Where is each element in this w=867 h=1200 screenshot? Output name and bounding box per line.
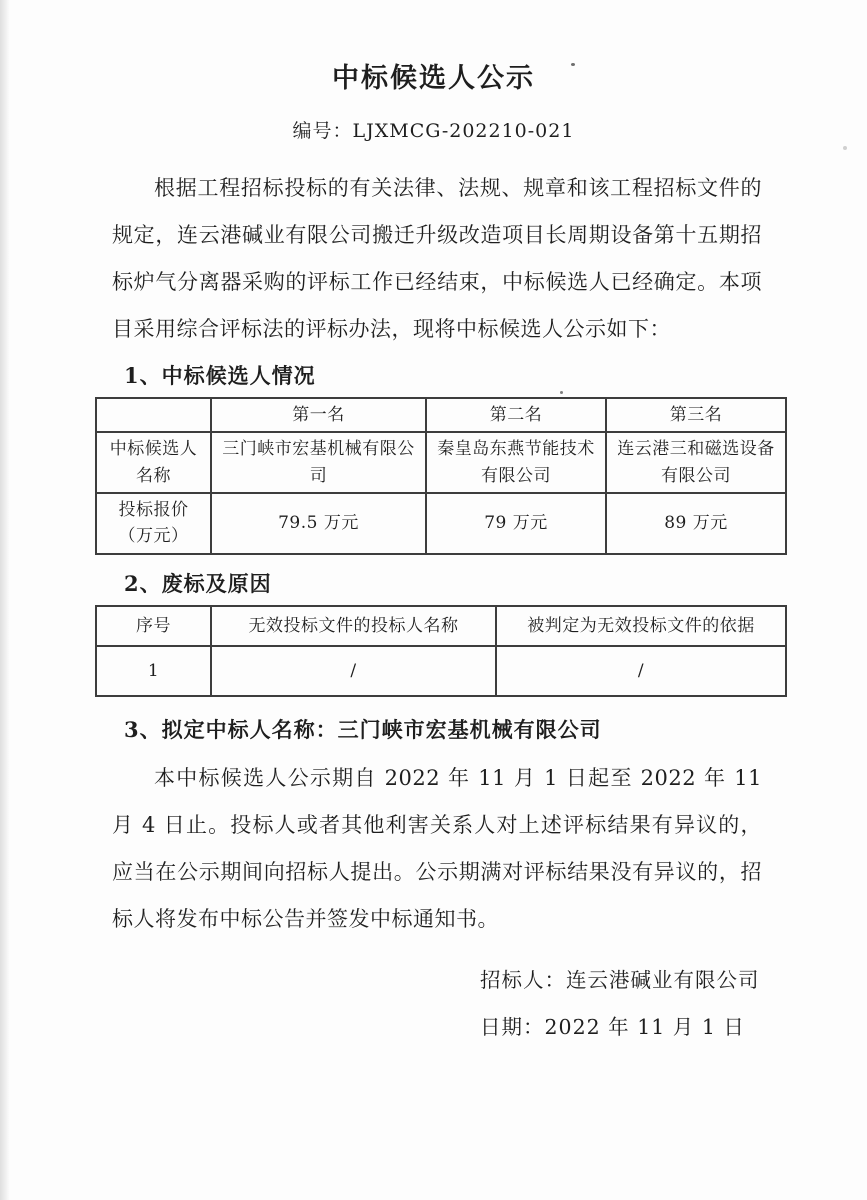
rank-2-header: 第二名	[426, 398, 606, 432]
section-3-heading: 3、拟定中标人名称：三门峡市宏基机械有限公司	[124, 716, 602, 742]
signature-block	[480, 957, 867, 1051]
candidate-name-label: 中标候选人名称	[96, 432, 211, 493]
scan-speck	[843, 146, 847, 150]
date-line: 日期：2022 年 11 月 1 日	[480, 1014, 745, 1039]
candidate-2-price: 79 万元	[426, 493, 606, 554]
candidate-1-name: 三门峡市宏基机械有限公司	[211, 432, 426, 493]
seq-header: 序号	[96, 606, 211, 646]
candidate-3-price: 89 万元	[606, 493, 786, 554]
corner-empty-cell	[96, 398, 211, 432]
candidate-2-name: 秦皇岛东燕节能技术有限公司	[426, 432, 606, 493]
section-1-heading: 1、中标候选人情况	[124, 363, 316, 388]
invalid-bidder-value: /	[211, 646, 496, 696]
candidate-3-name: 连云港三和磁选设备有限公司	[606, 432, 786, 493]
bid-price-label: 投标报价（万元）	[96, 493, 211, 554]
scan-edge-shadow	[0, 0, 10, 1200]
rank-3-header: 第三名	[606, 398, 786, 432]
tenderer-line: 招标人：连云港碱业有限公司	[480, 967, 760, 992]
candidates-table	[95, 397, 787, 555]
document-number: 编号：LJXMCG-202210-021	[292, 120, 575, 142]
invalid-basis-value: /	[496, 646, 786, 696]
candidate-1-price: 79.5 万元	[211, 493, 426, 554]
closing-paragraph: 本中标候选人公示期自 2022 年 11 月 1 日起至 2022 年 11 月 4 日止。投标人或者其他利害关系人对上述评标结果有异议的，应当在公示期间向招标人提出。公示期满对评标结果没有异议的，招标人将发布中标公告并签发中标通知书。	[112, 765, 762, 931]
invalid-bids-table	[95, 605, 787, 697]
scan-speck	[560, 391, 563, 394]
rank-1-header: 第一名	[211, 398, 426, 432]
intro-paragraph: 根据工程招标投标的有关法律、法规、规章和该工程招标文件的规定，连云港碱业有限公司搬迁升级改造项目长周期设备第十五期招标炉气分离器采购的评标工作已经结束，中标候选人已经确定。本项目采用综合评标法的评标办法，现将中标候选人公示如下：	[112, 176, 762, 341]
seq-value: 1	[96, 646, 211, 696]
invalid-bidder-header: 无效投标文件的投标人名称	[211, 606, 496, 646]
section-2-heading: 2、废标及原因	[124, 570, 272, 596]
invalid-basis-header: 被判定为无效投标文件的依据	[496, 606, 786, 646]
document-title: 中标候选人公示	[332, 63, 535, 94]
